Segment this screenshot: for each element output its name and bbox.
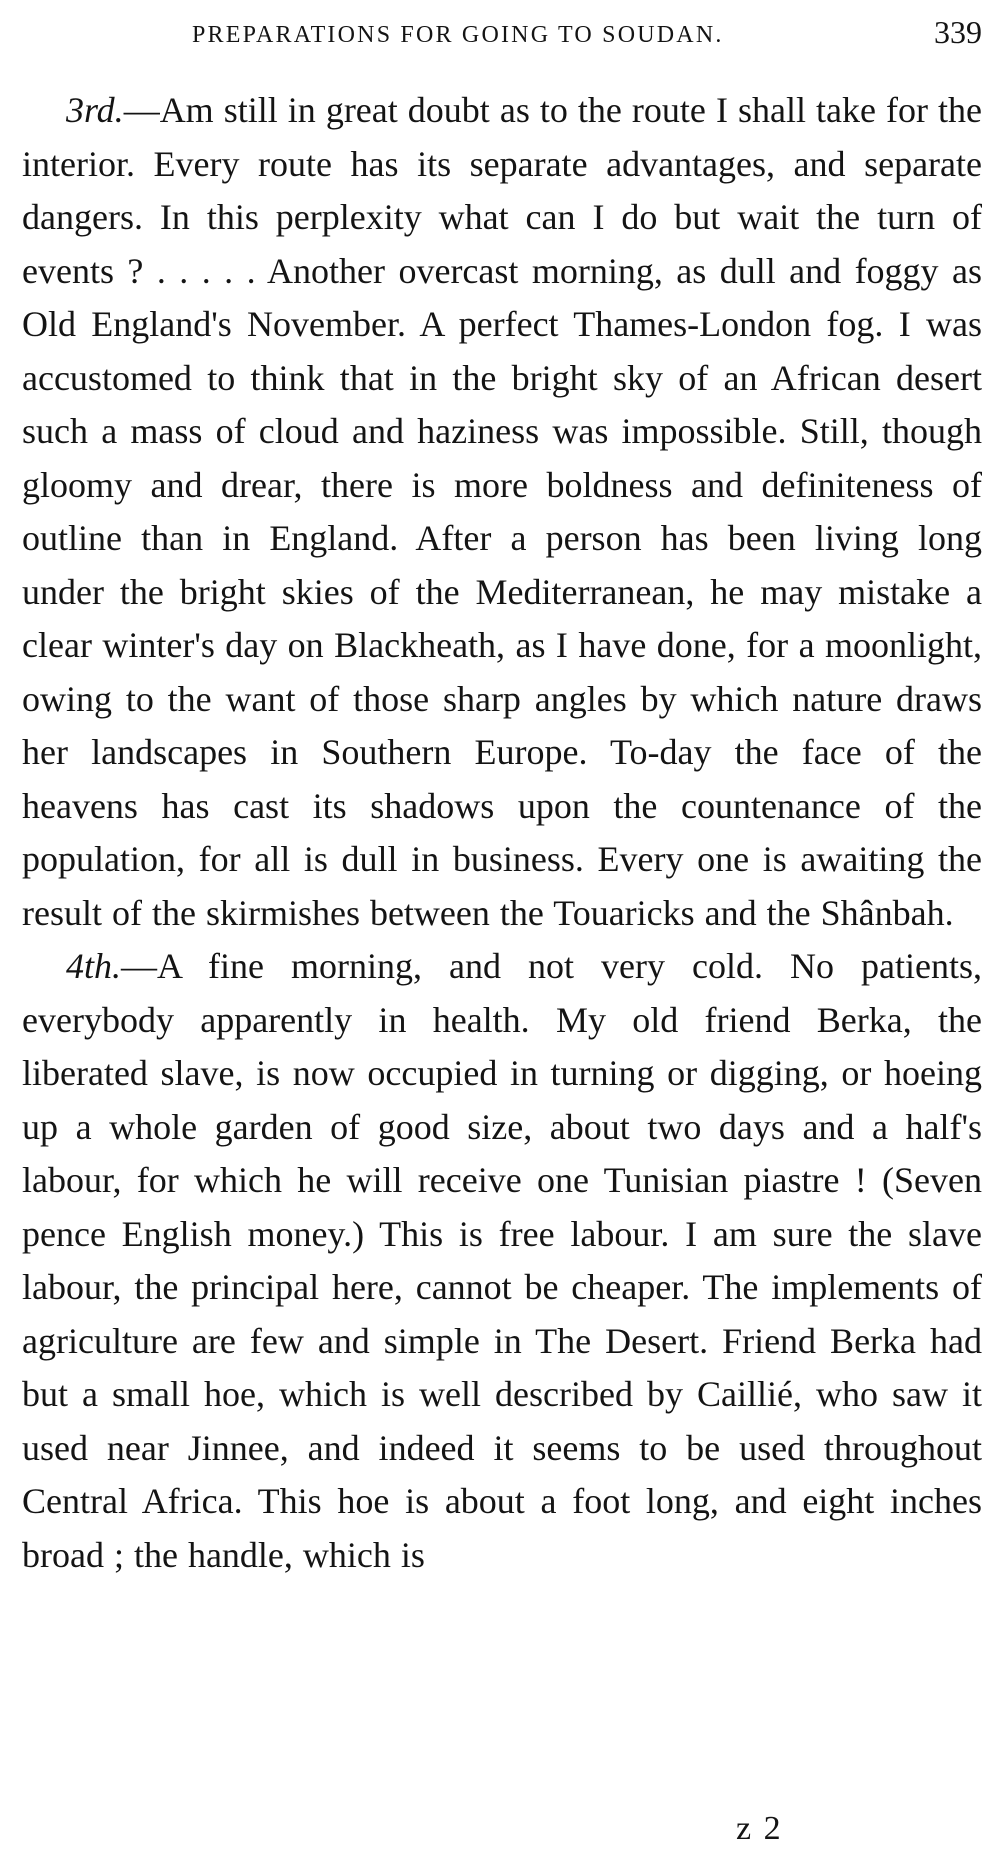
- paragraph-3rd: [22, 84, 982, 940]
- paragraph-4th: [22, 940, 982, 1582]
- entry-date: 3rd.: [66, 90, 124, 130]
- paragraph-text: —Am still in great doubt as to the route I shall take for the interior. Every route has its separate advantages, and separate dangers. In this perplexity what can I do but wait the turn of events ? . . . . . Another overcast morning, as dull and foggy as Old England's November. A perfect Thames-London fog. I was accustomed to think that in the bright sky of an African desert such a mass of cloud and haziness was impossible. Still, though gloomy and drear, there is more boldness and definiteness of outline than in England. After a person has been living long under the bright skies of the Mediterranean, he may mistake a clear winter's day on Blackheath, as I have done, for a moonlight, owing to the want of those sharp angles by which nature draws her landscapes in Southern Europe. To-day the face of the heavens has cast its shadows upon the countenance of the population, for all is dull in business. Every one is awaiting the result of the skirmishes between the Touaricks and the Shânbah.: [22, 90, 982, 933]
- page-number: 339: [934, 14, 982, 50]
- paragraph-text: —A fine morning, and not very cold. No patients, everybody apparently in health. My old friend Berka, the liberated slave, is now occupied in turning or digging, or hoeing up a whole garden of good size, about two days and a half's labour, for which he will receive one Tunisian piastre ! (Seven pence English money.) This is free labour. I am sure the slave labour, the principal here, cannot be cheaper. The implements of agriculture are few and simple in The Desert. Friend Berka had but a small hoe, which is well described by Caillié, who saw it used near Jinnee, and indeed it seems to be used throughout Central Africa. This hoe is about a foot long, and eight inches broad ; the handle, which is: [22, 946, 982, 1575]
- entry-date: 4th.: [66, 946, 122, 986]
- signature-mark: z 2: [736, 1810, 783, 1847]
- running-head: [192, 14, 982, 58]
- body-text: [22, 84, 982, 1582]
- running-title: PREPARATIONS FOR GOING TO SOUDAN.: [192, 22, 724, 48]
